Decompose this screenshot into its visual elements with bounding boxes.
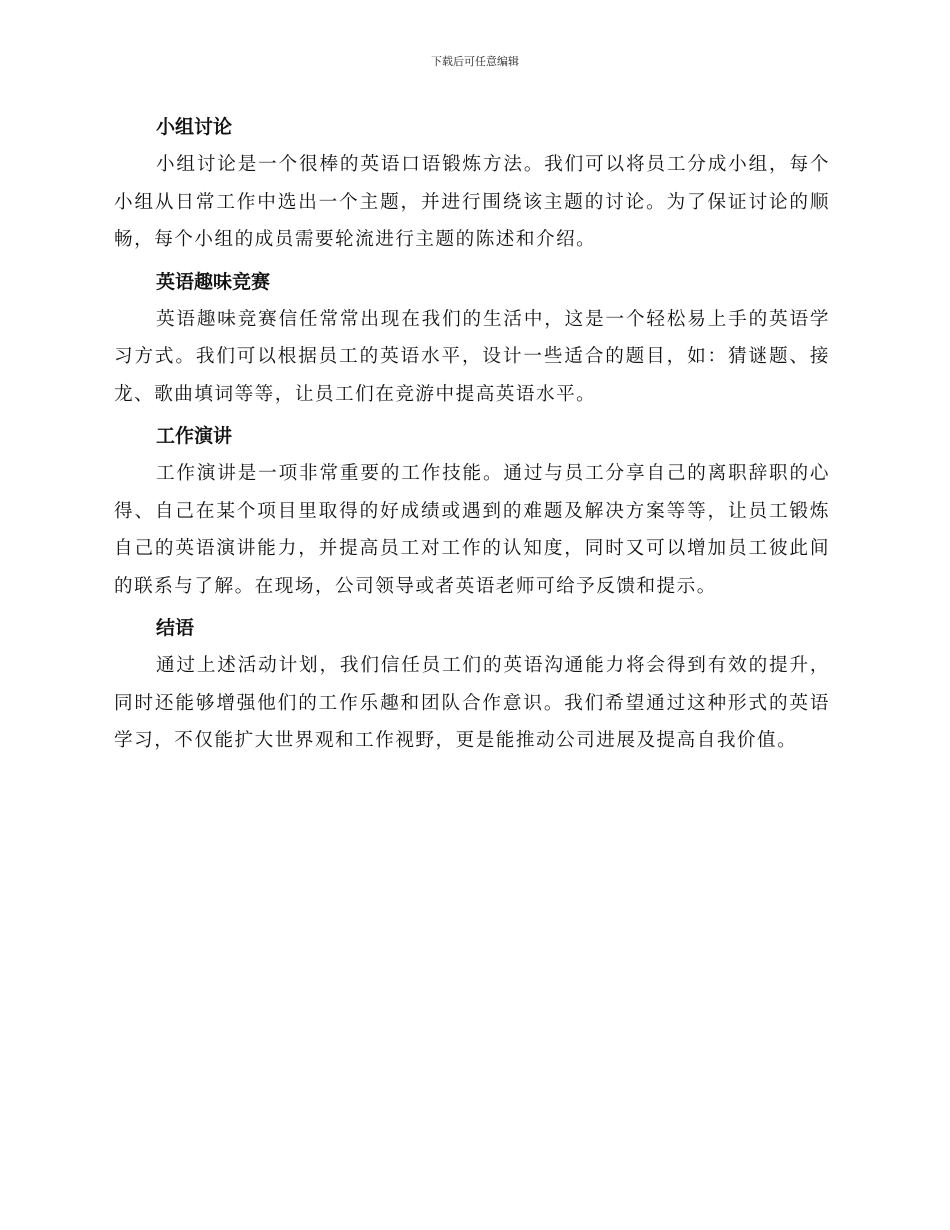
section-english-contest bbox=[114, 263, 830, 414]
page-header: 下载后可任意编辑 bbox=[431, 55, 519, 68]
section-paragraph: 工作演讲是一项非常重要的工作技能。通过与员工分享自己的离职辞职的心得、自己在某个项目里取得的好成绩或遇到的难题及解决方案等等，让员工锻炼自己的英语演讲能力，并提高员工对工作的认知度，同时又可以增加员工彼此间的联系与了解。在现场，公司领导或者英语老师可给予反馈和提示。 bbox=[114, 463, 830, 597]
section-paragraph: 英语趣味竞赛信任常常出现在我们的生活中，这是一个轻松易上手的英语学习方式。我们可以根据员工的英语水平，设计一些适合的题目，如：猜谜题、接龙、歌曲填词等等，让员工们在竞游中提高英语水平。 bbox=[114, 308, 830, 405]
section-title: 工作演讲 bbox=[156, 425, 233, 447]
section-title: 小组讨论 bbox=[156, 116, 233, 138]
section-conclusion bbox=[114, 609, 830, 760]
section-work-speech bbox=[114, 417, 830, 605]
section-paragraph: 小组讨论是一个很棒的英语口语锻炼方法。我们可以将员工分成小组，每个小组从日常工作中选出一个主题，并进行围绕该主题的讨论。为了保证讨论的顺畅，每个小组的成员需要轮流进行主题的陈述和介绍。 bbox=[114, 154, 830, 250]
section-title: 结语 bbox=[156, 617, 195, 639]
section-paragraph: 通过上述活动计划，我们信任员工们的英语沟通能力将会得到有效的提升，同时还能够增强他们的工作乐趣和团队合作意识。我们希望通过这种形式的英语学习，不仅能扩大世界观和工作视野，更是能推动公司进展及提高自我价值。 bbox=[114, 655, 830, 751]
section-title: 英语趣味竞赛 bbox=[156, 270, 271, 293]
document-body bbox=[114, 108, 830, 764]
section-group-discussion bbox=[114, 108, 830, 259]
